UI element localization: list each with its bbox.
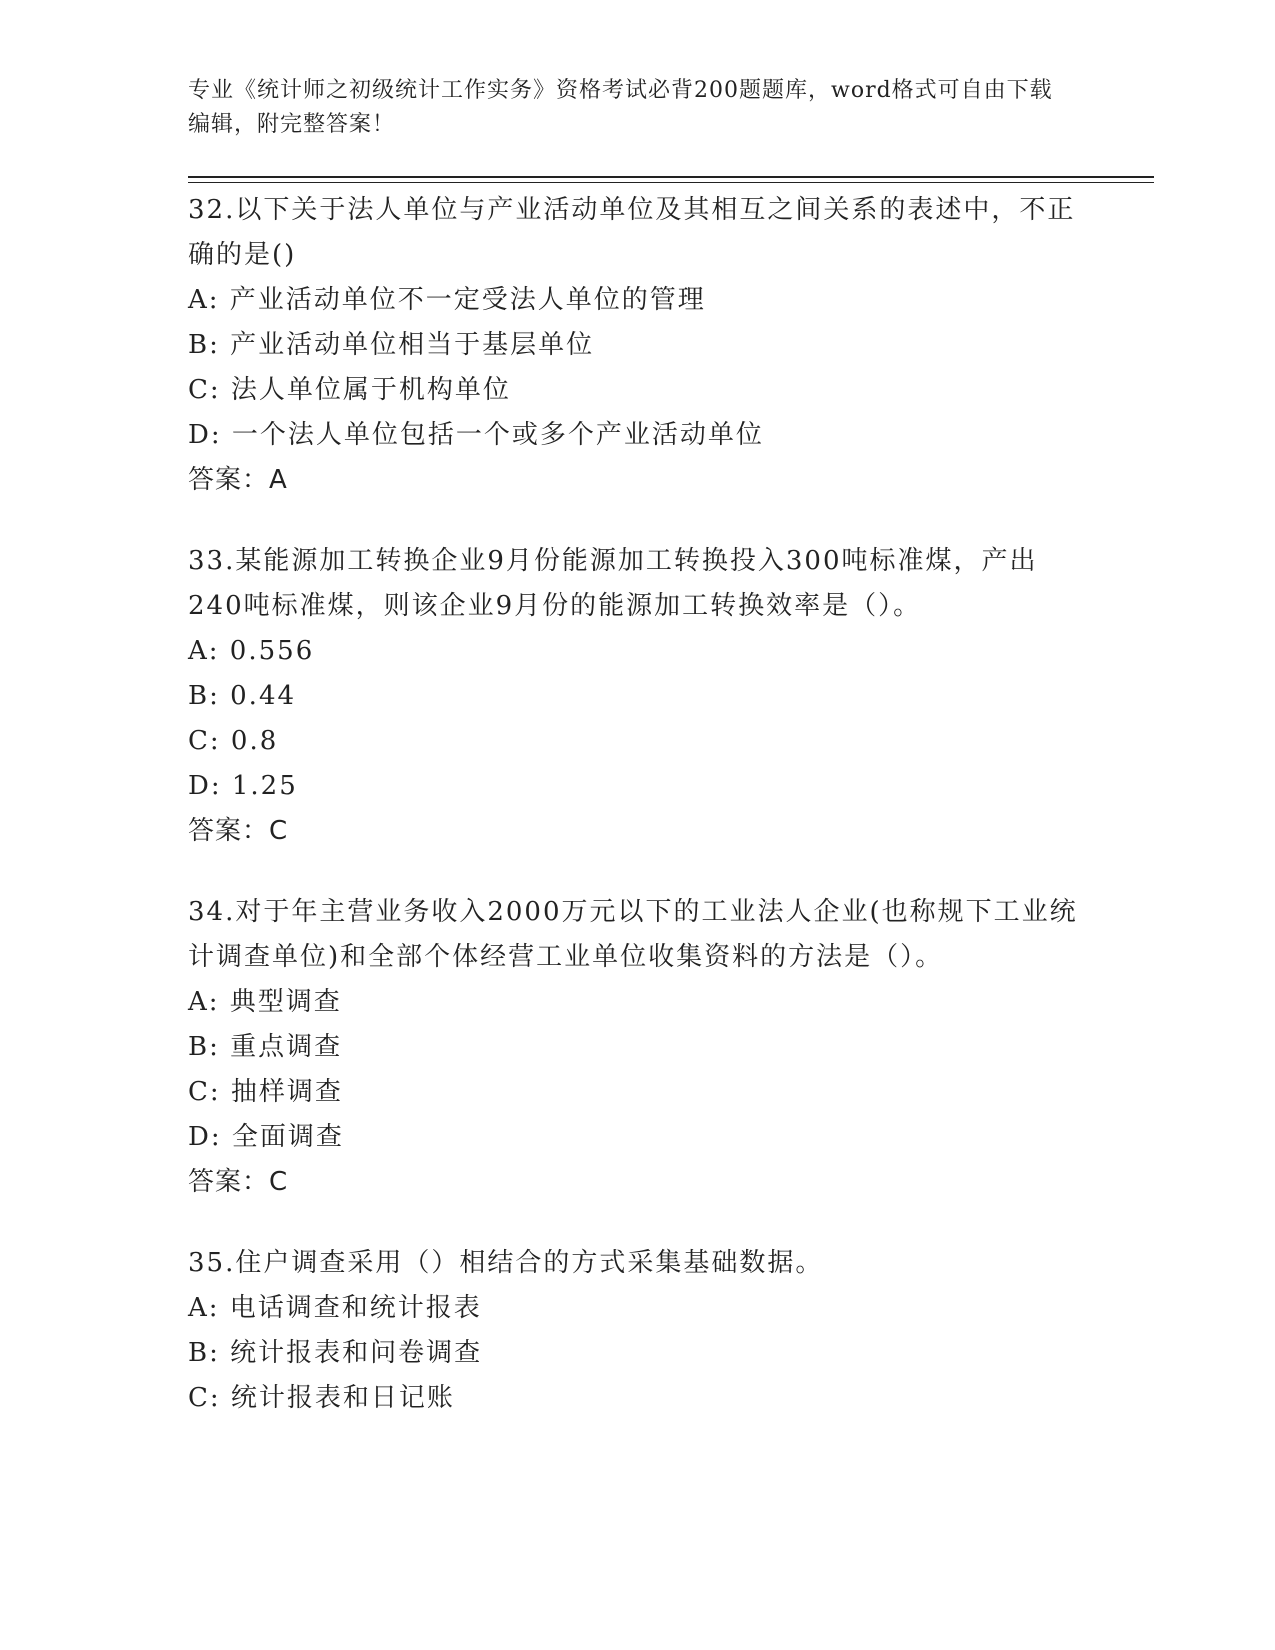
- option-c: C: 0.8: [188, 726, 279, 756]
- option-b: B: 产业活动单位相当于基层单位: [188, 330, 595, 360]
- answer-line: 答案：C: [188, 816, 289, 846]
- question-stem: 32.以下关于法人单位与产业活动单位及其相互之间关系的表述中，不正确的是(): [188, 195, 1076, 270]
- header-rule-thin: [188, 182, 1154, 183]
- question-35: [188, 1241, 1088, 1421]
- option-a: A: 产业活动单位不一定受法人单位的管理: [188, 285, 706, 315]
- option-d: D: 一个法人单位包括一个或多个产业活动单位: [188, 420, 764, 450]
- header-rule-thick: [188, 176, 1154, 178]
- question-stem: 35.住户调查采用（）相结合的方式采集基础数据。: [188, 1248, 824, 1278]
- answer-line: 答案：A: [188, 465, 288, 495]
- option-c: C: 统计报表和日记账: [188, 1383, 455, 1413]
- option-c: C: 法人单位属于机构单位: [188, 375, 511, 405]
- question-33: [188, 539, 1088, 854]
- question-34: [188, 890, 1088, 1205]
- question-list: [188, 188, 1088, 1457]
- answer-line: 答案：C: [188, 1167, 289, 1197]
- question-stem: 33.某能源加工转换企业9月份能源加工转换投入300吨标准煤，产出240吨标准煤，则该企业9月份的能源加工转换效率是（）。: [188, 546, 1038, 621]
- option-d: D: 1.25: [188, 771, 298, 801]
- option-a: A: 电话调查和统计报表: [188, 1293, 482, 1323]
- option-b: B: 重点调查: [188, 1032, 343, 1062]
- option-a: A: 典型调查: [188, 987, 342, 1017]
- option-c: C: 抽样调查: [188, 1077, 343, 1107]
- option-b: B: 0.44: [188, 681, 297, 711]
- option-d: D: 全面调查: [188, 1122, 344, 1152]
- question-32: [188, 188, 1088, 503]
- question-stem: 34.对于年主营业务收入2000万元以下的工业法人企业(也称规下工业统计调查单位)和全部个体经营工业单位收集资料的方法是（）。: [188, 897, 1078, 972]
- option-a: A: 0.556: [188, 636, 315, 666]
- option-b: B: 统计报表和问卷调查: [188, 1338, 483, 1368]
- document-header: 专业《统计师之初级统计工作实务》资格考试必背200题题库，word格式可自由下载编辑，附完整答案！: [188, 78, 1053, 137]
